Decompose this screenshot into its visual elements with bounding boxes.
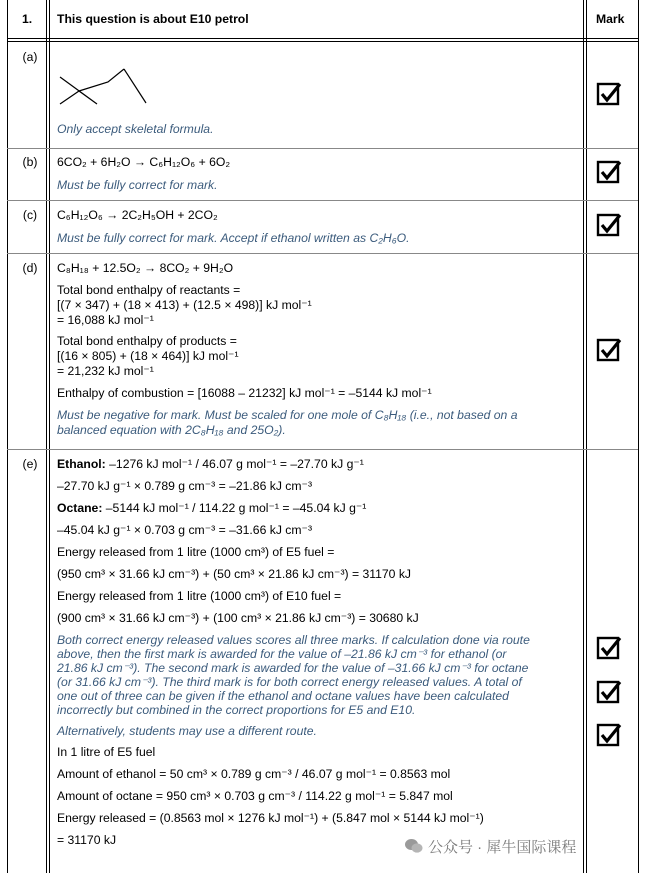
e5-calc: (950 cm³ × 31.66 kJ cm⁻³) + (50 cm³ × 21.86 kJ cm⁻³) = 31170 kJ <box>57 567 412 581</box>
watermark-text: 公众号 · 犀牛国际课程 <box>428 839 577 856</box>
checked-box-icon <box>596 160 622 186</box>
part-d-line: = 16,088 kJ mol⁻¹ <box>57 313 154 327</box>
octane-calc-2: –45.04 kJ g⁻¹ × 0.703 g cm⁻³ = –31.66 kJ cm⁻³ <box>57 523 313 537</box>
e5-intro: Energy released from 1 litre (1000 cm³) of E5 fuel = <box>57 545 335 559</box>
mark-column-rule-1 <box>583 0 584 873</box>
octane-label: Octane: <box>57 501 103 515</box>
alt-line: Amount of octane = 950 cm³ × 0.703 g cm⁻³ / 114.22 g mol⁻¹ = 5.847 mol <box>57 789 453 803</box>
left-border <box>7 0 8 873</box>
part-e-working <box>57 457 579 848</box>
checked-box-icon <box>596 213 622 239</box>
part-d-equation: C₈H₁₈ + 12.5O₂ → 8CO₂ + 9H₂O <box>57 261 234 275</box>
part-c-label: (c) <box>22 208 38 222</box>
part-a-label: (a) <box>22 50 38 64</box>
part-e-note: one out of three can be given if the ethanol and octane values have been calculated <box>57 689 509 703</box>
checked-box-icon <box>596 680 622 706</box>
divider-c-d <box>7 253 638 254</box>
part-e-label: (e) <box>22 457 38 471</box>
divider-d-e <box>7 449 638 450</box>
octane-calc-1: –5144 kJ mol⁻¹ / 114.22 g mol⁻¹ = –45.04 kJ g⁻¹ <box>102 501 367 515</box>
header-divider-top <box>7 38 638 39</box>
ethanol-calc-2: –27.70 kJ g⁻¹ × 0.789 g cm⁻³ = –21.86 kJ cm⁻³ <box>57 479 313 493</box>
alt-line: In 1 litre of E5 fuel <box>57 745 156 759</box>
part-b-note: Must be fully correct for mark. <box>57 178 218 192</box>
checked-box-icon <box>596 636 622 662</box>
alt-line: = 31170 kJ <box>57 833 117 847</box>
ethanol-label: Ethanol: <box>57 457 106 471</box>
right-border <box>638 0 639 873</box>
divider-b-c <box>7 200 638 201</box>
divider-a-b <box>7 148 638 149</box>
part-b-label: (b) <box>22 155 38 169</box>
part-d-label: (d) <box>22 261 38 275</box>
part-d-line: Enthalpy of combustion = [16088 – 21232] kJ mol⁻¹ = –5144 kJ mol⁻¹ <box>57 386 432 400</box>
e10-intro: Energy released from 1 litre (1000 cm³) of E10 fuel = <box>57 589 342 603</box>
checked-box-icon <box>596 723 622 749</box>
alt-line: Energy released = (0.8563 mol × 1276 kJ mol⁻¹) + (5.847 mol × 5144 kJ mol⁻¹) <box>57 811 484 825</box>
mark-column-header: Mark <box>596 12 625 26</box>
part-d-note: Must be negative for mark. Must be scaled for one mole of C₈H₁₈ (i.e., not based on a <box>57 408 518 422</box>
e10-calc: (900 cm³ × 31.66 kJ cm⁻³) + (100 cm³ × 21.86 kJ cm⁻³) = 30680 kJ <box>57 611 419 625</box>
part-a-note: Only accept skeletal formula. <box>57 122 214 136</box>
part-e-alt-note: Alternatively, students may use a different route. <box>57 724 317 738</box>
part-d-line: Total bond enthalpy of reactants = <box>57 283 241 297</box>
checked-box-icon <box>596 338 622 364</box>
label-column-rule-1 <box>46 0 47 873</box>
header-divider-bottom <box>7 41 638 42</box>
wechat-logo-icon <box>404 838 424 854</box>
skeletal-formula-diagram <box>57 60 157 108</box>
question-title: This question is about E10 petrol <box>57 12 249 26</box>
part-d-note: balanced equation with 2C₈H₁₈ and 25O₂). <box>57 423 286 437</box>
part-e-note: Both correct energy released values scores all three marks. If calculation done via route <box>57 633 530 647</box>
part-d-line: [(7 × 347) + (18 × 413) + (12.5 × 498)] kJ mol⁻¹ <box>57 298 312 312</box>
part-e-note: above, then the first mark is awarded for the value of –21.86 kJ cm⁻³ for ethanol (or <box>57 647 507 661</box>
part-d-working <box>57 261 579 438</box>
watermark <box>404 836 576 857</box>
part-c-equation: C₆H₁₂O₆ → 2C₂H₅OH + 2CO₂ <box>57 208 218 222</box>
part-e-ethanol-line <box>57 457 579 472</box>
part-e-note: 21.86 kJ cm⁻³). The second mark is awarded for the value of –31.66 kJ cm⁻³ for octane <box>57 661 529 675</box>
mark-column-rule-2 <box>586 0 587 873</box>
label-column-rule-2 <box>49 0 50 873</box>
part-b-equation: 6CO₂ + 6H₂O → C₆H₁₂O₆ + 6O₂ <box>57 155 231 169</box>
part-e-note: (or 31.66 kJ cm⁻³). The third mark is for both correct energy released values. A total of <box>57 675 522 689</box>
question-number: 1. <box>22 12 33 26</box>
part-c-note: Must be fully correct for mark. Accept if ethanol written as C₂H₆O. <box>57 231 410 245</box>
checked-box-icon <box>596 82 622 108</box>
alt-line: Amount of ethanol = 50 cm³ × 0.789 g cm⁻³ / 46.07 g mol⁻¹ = 0.8563 mol <box>57 767 451 781</box>
ethanol-calc-1: –1276 kJ mol⁻¹ / 46.07 g mol⁻¹ = –27.70 kJ g⁻¹ <box>105 457 364 471</box>
part-d-line: = 21,232 kJ mol⁻¹ <box>57 364 154 378</box>
part-e-octane-line <box>57 501 579 516</box>
part-d-line: Total bond enthalpy of products = <box>57 334 237 348</box>
part-d-line: [(16 × 805) + (18 × 464)] kJ mol⁻¹ <box>57 349 239 363</box>
part-e-note: incorrectly but combined in the correct proportions for E5 and E10. <box>57 703 416 717</box>
